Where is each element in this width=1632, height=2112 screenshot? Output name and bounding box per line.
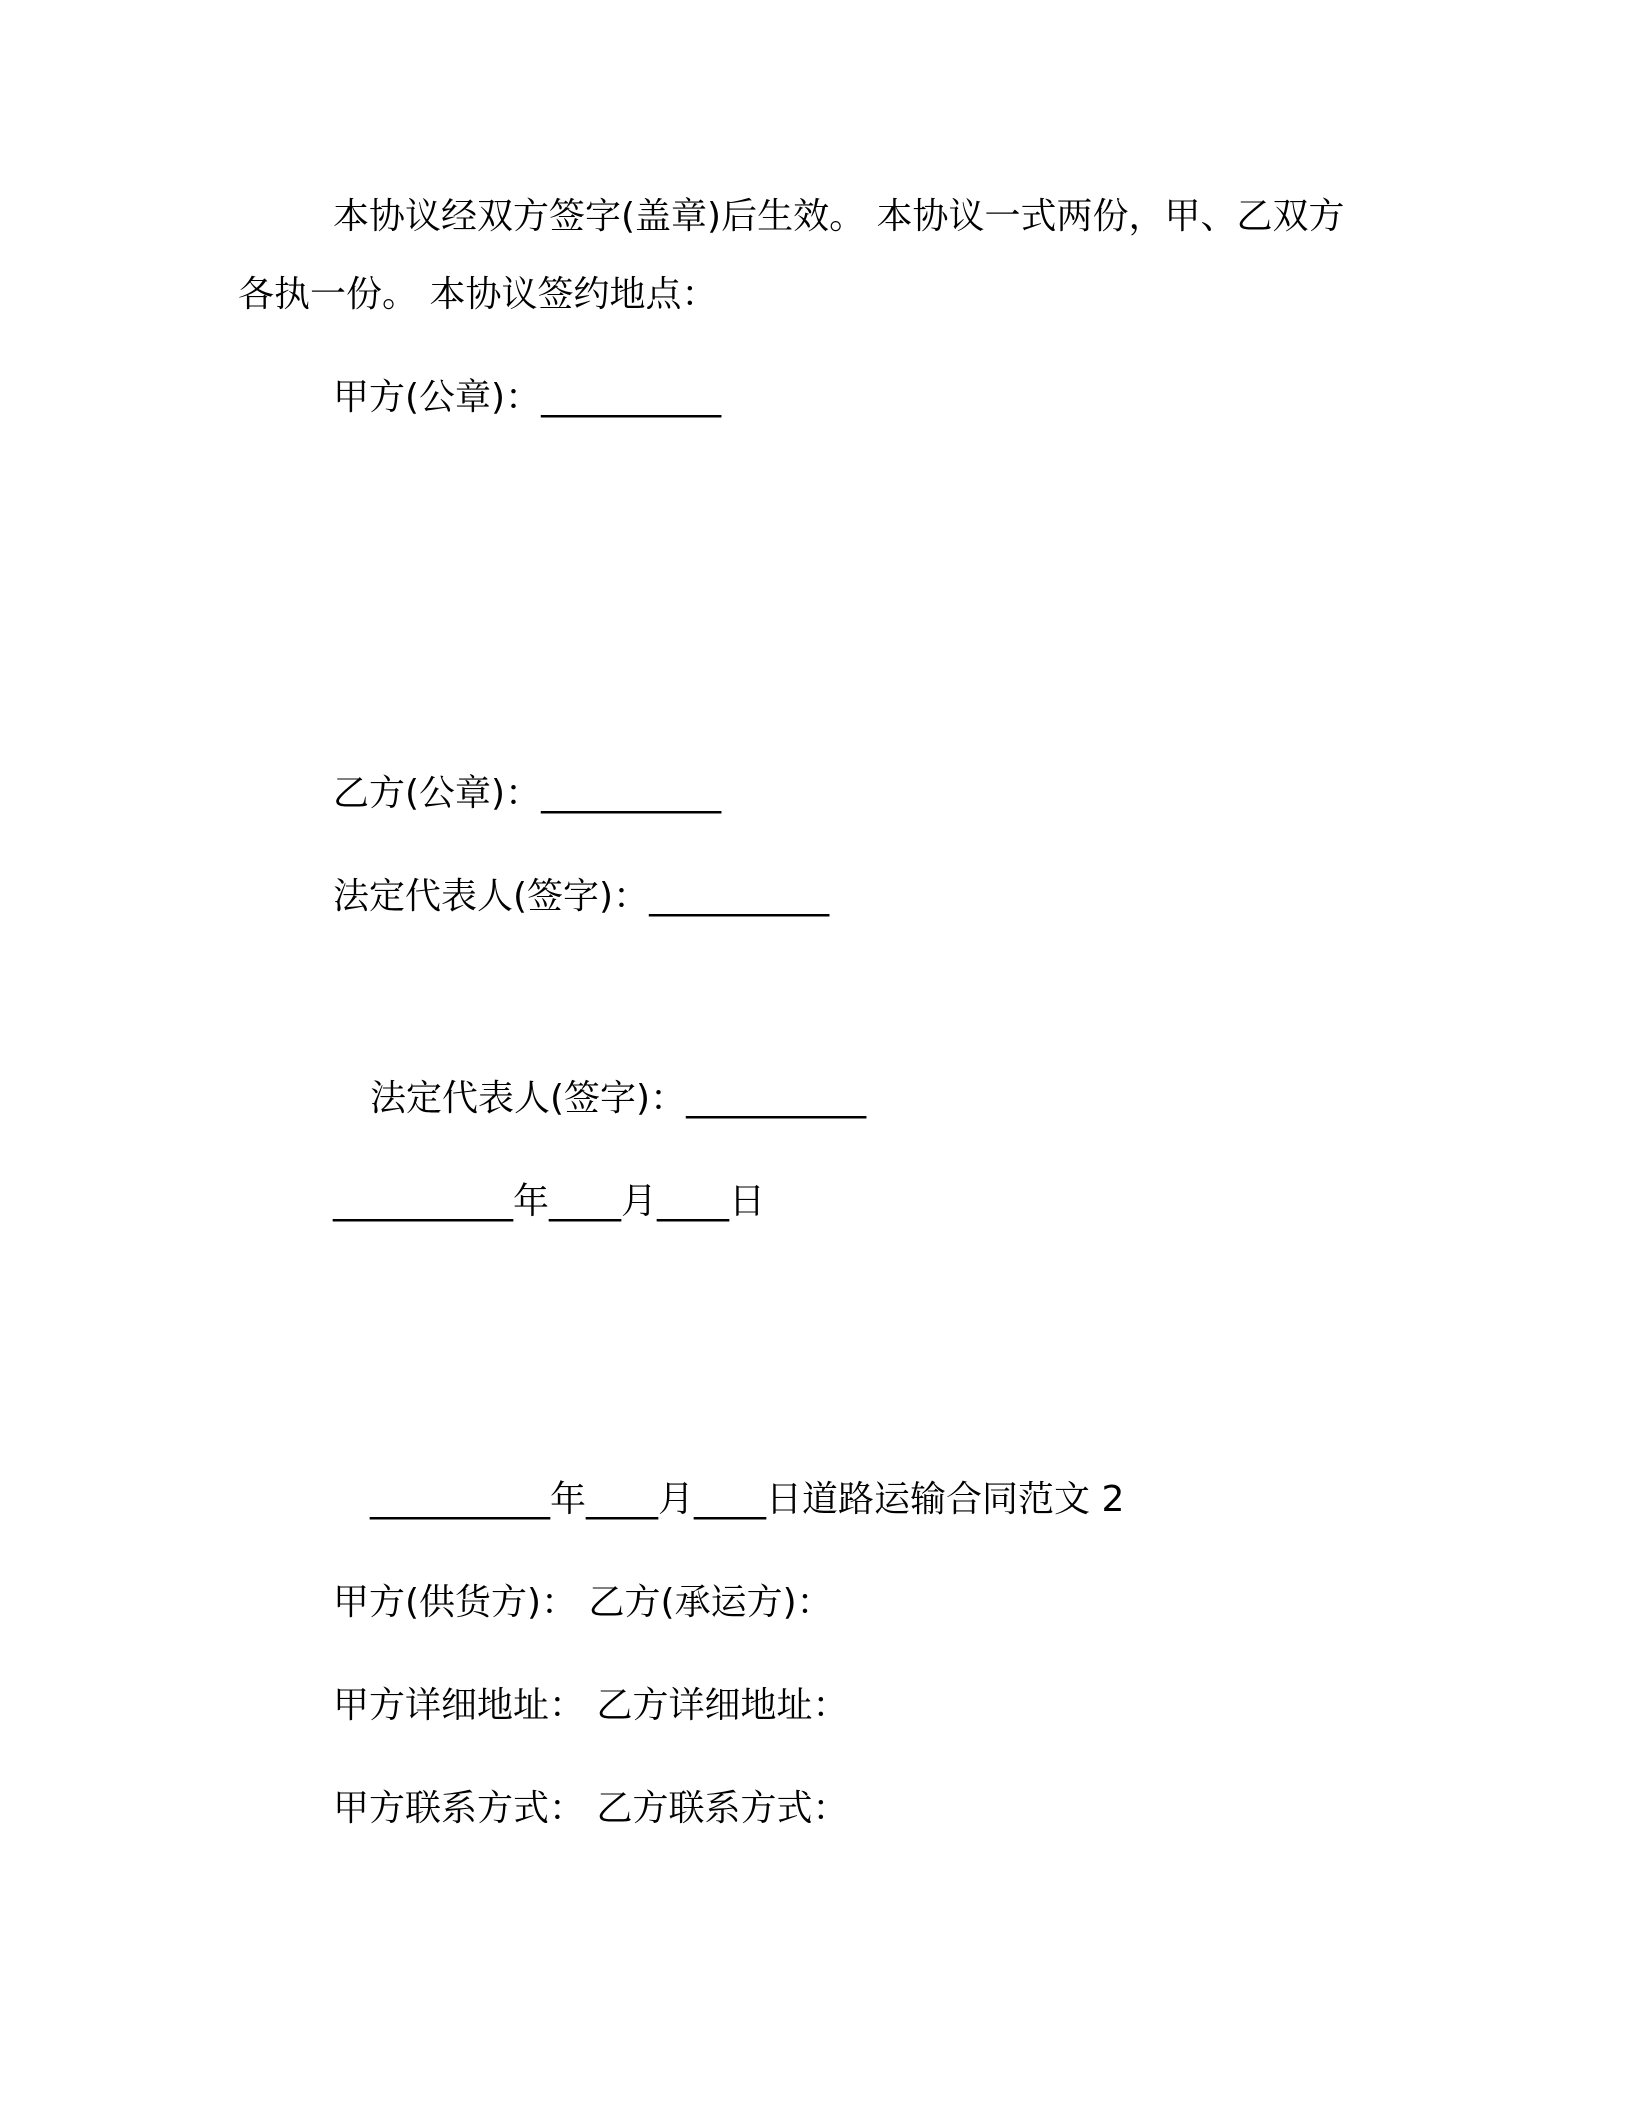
agreement-clause-line-2: 各执一份。 本协议签约地点： — [238, 274, 718, 315]
contact-line: 甲方联系方式： 乙方联系方式： — [333, 1788, 849, 1829]
section-heading: __________年____月____日道路运输合同范文 2 — [370, 1479, 1125, 1520]
address-line: 甲方详细地址： 乙方详细地址： — [333, 1685, 849, 1726]
signing-date-line: __________年____月____日 — [333, 1181, 765, 1222]
legal-representative-line-2: 法定代表人(签字)：__________ — [370, 1078, 867, 1119]
parties-line: 甲方(供货方)： 乙方(承运方)： — [333, 1582, 833, 1623]
agreement-clause-line-1: 本协议经双方签字(盖章)后生效。 本协议一式两份，甲、乙双方 — [333, 196, 1345, 237]
party-b-seal-line: 乙方(公章)：__________ — [333, 773, 722, 814]
party-a-seal-line: 甲方(公章)：__________ — [333, 377, 722, 418]
legal-representative-line-1: 法定代表人(签字)：__________ — [333, 876, 830, 917]
